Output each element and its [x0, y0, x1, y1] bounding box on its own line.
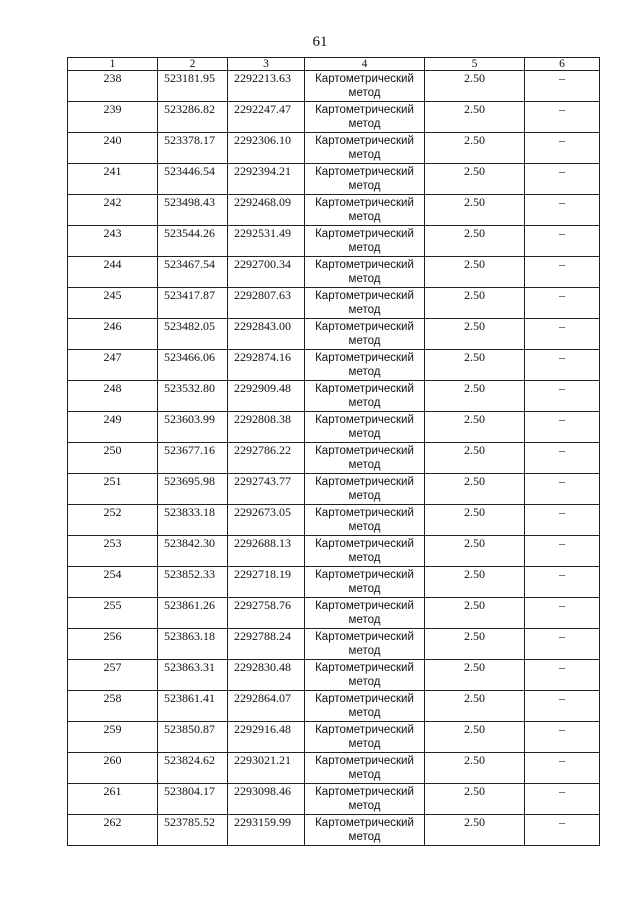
- accuracy-cell: 2.50: [425, 381, 525, 412]
- method-line-1: Картометрический: [315, 755, 414, 767]
- method-line-1: Картометрический: [315, 259, 414, 271]
- description-cell: –: [525, 629, 600, 660]
- method-cell: [305, 722, 425, 753]
- y-coordinate-cell: 2292786.22: [228, 443, 305, 474]
- method-cell: [305, 102, 425, 133]
- description-cell: –: [525, 195, 600, 226]
- method-cell: [305, 505, 425, 536]
- x-coordinate-cell: 523677.16: [158, 443, 228, 474]
- description-cell: –: [525, 691, 600, 722]
- method-cell: [305, 288, 425, 319]
- description-cell: –: [525, 226, 600, 257]
- accuracy-cell: 2.50: [425, 629, 525, 660]
- description-cell: –: [525, 71, 600, 102]
- method-cell: [305, 257, 425, 288]
- method-line-2: метод: [348, 800, 381, 812]
- y-coordinate-cell: 2292700.34: [228, 257, 305, 288]
- method-line-1: Картометрический: [315, 538, 414, 550]
- point-number-cell: 251: [68, 474, 158, 505]
- method-line-1: Картометрический: [315, 197, 414, 209]
- y-coordinate-cell: 2293098.46: [228, 784, 305, 815]
- accuracy-cell: 2.50: [425, 226, 525, 257]
- method-line-1: Картометрический: [315, 414, 414, 426]
- method-cell: [305, 443, 425, 474]
- x-coordinate-cell: 523544.26: [158, 226, 228, 257]
- header-cell: 4: [305, 58, 425, 71]
- point-number-cell: 261: [68, 784, 158, 815]
- method-line-2: метод: [348, 335, 381, 347]
- method-line-1: Картометрический: [315, 817, 414, 829]
- accuracy-cell: 2.50: [425, 288, 525, 319]
- table-row: [68, 102, 600, 133]
- table-row: [68, 815, 600, 846]
- method-cell: [305, 629, 425, 660]
- accuracy-cell: 2.50: [425, 505, 525, 536]
- table-row: [68, 660, 600, 691]
- method-line-1: Картометрический: [315, 693, 414, 705]
- method-cell: [305, 226, 425, 257]
- description-cell: –: [525, 474, 600, 505]
- method-line-2: метод: [348, 211, 381, 223]
- table-row: [68, 505, 600, 536]
- point-number-cell: 238: [68, 71, 158, 102]
- accuracy-cell: 2.50: [425, 412, 525, 443]
- method-line-2: метод: [348, 490, 381, 502]
- method-line-2: метод: [348, 366, 381, 378]
- y-coordinate-cell: 2292743.77: [228, 474, 305, 505]
- description-cell: –: [525, 443, 600, 474]
- point-number-cell: 259: [68, 722, 158, 753]
- y-coordinate-cell: 2292916.48: [228, 722, 305, 753]
- description-cell: –: [525, 505, 600, 536]
- x-coordinate-cell: 523850.87: [158, 722, 228, 753]
- description-cell: –: [525, 815, 600, 846]
- description-cell: –: [525, 288, 600, 319]
- table-row: [68, 629, 600, 660]
- point-number-cell: 246: [68, 319, 158, 350]
- method-cell: [305, 195, 425, 226]
- accuracy-cell: 2.50: [425, 784, 525, 815]
- x-coordinate-cell: 523785.52: [158, 815, 228, 846]
- point-number-cell: 240: [68, 133, 158, 164]
- method-line-1: Картометрический: [315, 104, 414, 116]
- accuracy-cell: 2.50: [425, 691, 525, 722]
- description-cell: –: [525, 164, 600, 195]
- method-line-2: метод: [348, 242, 381, 254]
- description-cell: –: [525, 753, 600, 784]
- method-cell: [305, 350, 425, 381]
- method-line-2: метод: [348, 676, 381, 688]
- description-cell: –: [525, 598, 600, 629]
- y-coordinate-cell: 2292306.10: [228, 133, 305, 164]
- point-number-cell: 254: [68, 567, 158, 598]
- y-coordinate-cell: 2292758.76: [228, 598, 305, 629]
- table-row: [68, 536, 600, 567]
- y-coordinate-cell: 2292394.21: [228, 164, 305, 195]
- method-line-1: Картометрический: [315, 73, 414, 85]
- method-cell: [305, 598, 425, 629]
- method-line-2: метод: [348, 769, 381, 781]
- x-coordinate-cell: 523181.95: [158, 71, 228, 102]
- method-line-1: Картометрический: [315, 600, 414, 612]
- y-coordinate-cell: 2292531.49: [228, 226, 305, 257]
- accuracy-cell: 2.50: [425, 257, 525, 288]
- x-coordinate-cell: 523482.05: [158, 319, 228, 350]
- method-line-1: Картометрический: [315, 631, 414, 643]
- table-row: [68, 784, 600, 815]
- header-cell: 1: [68, 58, 158, 71]
- table-header-row: [68, 58, 600, 71]
- method-line-2: метод: [348, 614, 381, 626]
- table-row: [68, 412, 600, 443]
- description-cell: –: [525, 133, 600, 164]
- y-coordinate-cell: 2292830.48: [228, 660, 305, 691]
- header-cell: 2: [158, 58, 228, 71]
- table-row: [68, 164, 600, 195]
- method-line-2: метод: [348, 397, 381, 409]
- x-coordinate-cell: 523861.41: [158, 691, 228, 722]
- page-number: 61: [312, 34, 328, 50]
- method-line-2: метод: [348, 273, 381, 285]
- table-row: [68, 226, 600, 257]
- accuracy-cell: 2.50: [425, 536, 525, 567]
- y-coordinate-cell: 2292247.47: [228, 102, 305, 133]
- y-coordinate-cell: 2292718.19: [228, 567, 305, 598]
- method-line-2: метод: [348, 831, 381, 843]
- method-line-1: Картометрический: [315, 786, 414, 798]
- table-row: [68, 443, 600, 474]
- point-number-cell: 256: [68, 629, 158, 660]
- x-coordinate-cell: 523603.99: [158, 412, 228, 443]
- y-coordinate-cell: 2292468.09: [228, 195, 305, 226]
- table-row: [68, 722, 600, 753]
- x-coordinate-cell: 523467.54: [158, 257, 228, 288]
- description-cell: –: [525, 319, 600, 350]
- x-coordinate-cell: 523417.87: [158, 288, 228, 319]
- description-cell: –: [525, 350, 600, 381]
- description-cell: –: [525, 784, 600, 815]
- description-cell: –: [525, 257, 600, 288]
- table-row: [68, 257, 600, 288]
- accuracy-cell: 2.50: [425, 753, 525, 784]
- x-coordinate-cell: 523532.80: [158, 381, 228, 412]
- method-line-1: Картометрический: [315, 507, 414, 519]
- method-cell: [305, 815, 425, 846]
- header-cell: 6: [525, 58, 600, 71]
- point-number-cell: 243: [68, 226, 158, 257]
- method-line-2: метод: [348, 180, 381, 192]
- accuracy-cell: 2.50: [425, 195, 525, 226]
- table-row: [68, 381, 600, 412]
- accuracy-cell: 2.50: [425, 164, 525, 195]
- method-cell: [305, 753, 425, 784]
- table-row: [68, 567, 600, 598]
- accuracy-cell: 2.50: [425, 598, 525, 629]
- y-coordinate-cell: 2292909.48: [228, 381, 305, 412]
- x-coordinate-cell: 523863.18: [158, 629, 228, 660]
- x-coordinate-cell: 523286.82: [158, 102, 228, 133]
- table-row: [68, 350, 600, 381]
- point-number-cell: 248: [68, 381, 158, 412]
- table-row: [68, 691, 600, 722]
- description-cell: –: [525, 722, 600, 753]
- method-line-1: Картометрический: [315, 724, 414, 736]
- y-coordinate-cell: 2292843.00: [228, 319, 305, 350]
- description-cell: –: [525, 412, 600, 443]
- y-coordinate-cell: 2292213.63: [228, 71, 305, 102]
- point-number-cell: 241: [68, 164, 158, 195]
- header-cell: 5: [425, 58, 525, 71]
- x-coordinate-cell: 523824.62: [158, 753, 228, 784]
- point-number-cell: 253: [68, 536, 158, 567]
- accuracy-cell: 2.50: [425, 133, 525, 164]
- table-row: [68, 71, 600, 102]
- description-cell: –: [525, 381, 600, 412]
- point-number-cell: 255: [68, 598, 158, 629]
- method-cell: [305, 691, 425, 722]
- point-number-cell: 258: [68, 691, 158, 722]
- method-line-2: метод: [348, 707, 381, 719]
- accuracy-cell: 2.50: [425, 102, 525, 133]
- point-number-cell: 245: [68, 288, 158, 319]
- x-coordinate-cell: 523466.06: [158, 350, 228, 381]
- y-coordinate-cell: 2292688.13: [228, 536, 305, 567]
- table-body: [68, 58, 600, 846]
- accuracy-cell: 2.50: [425, 815, 525, 846]
- method-line-1: Картометрический: [315, 383, 414, 395]
- accuracy-cell: 2.50: [425, 71, 525, 102]
- y-coordinate-cell: 2293021.21: [228, 753, 305, 784]
- method-cell: [305, 164, 425, 195]
- x-coordinate-cell: 523804.17: [158, 784, 228, 815]
- y-coordinate-cell: 2293159.99: [228, 815, 305, 846]
- point-number-cell: 260: [68, 753, 158, 784]
- point-number-cell: 247: [68, 350, 158, 381]
- accuracy-cell: 2.50: [425, 350, 525, 381]
- x-coordinate-cell: 523498.43: [158, 195, 228, 226]
- table-row: [68, 288, 600, 319]
- point-number-cell: 250: [68, 443, 158, 474]
- header-cell: 3: [228, 58, 305, 71]
- table-row: [68, 319, 600, 350]
- point-number-cell: 257: [68, 660, 158, 691]
- method-cell: [305, 660, 425, 691]
- method-line-1: Картометрический: [315, 569, 414, 581]
- coordinates-table: [67, 57, 600, 846]
- method-line-1: Картометрический: [315, 228, 414, 240]
- method-line-2: метод: [348, 645, 381, 657]
- point-number-cell: 249: [68, 412, 158, 443]
- description-cell: –: [525, 660, 600, 691]
- method-cell: [305, 536, 425, 567]
- method-cell: [305, 381, 425, 412]
- accuracy-cell: 2.50: [425, 474, 525, 505]
- x-coordinate-cell: 523695.98: [158, 474, 228, 505]
- table-row: [68, 133, 600, 164]
- method-cell: [305, 784, 425, 815]
- method-cell: [305, 133, 425, 164]
- method-line-2: метод: [348, 552, 381, 564]
- description-cell: –: [525, 536, 600, 567]
- point-number-cell: 244: [68, 257, 158, 288]
- method-cell: [305, 474, 425, 505]
- x-coordinate-cell: 523863.31: [158, 660, 228, 691]
- method-line-1: Картометрический: [315, 290, 414, 302]
- accuracy-cell: 2.50: [425, 660, 525, 691]
- method-line-1: Картометрический: [315, 662, 414, 674]
- method-line-2: метод: [348, 118, 381, 130]
- accuracy-cell: 2.50: [425, 722, 525, 753]
- table-row: [68, 598, 600, 629]
- method-line-2: метод: [348, 149, 381, 161]
- method-cell: [305, 71, 425, 102]
- x-coordinate-cell: 523861.26: [158, 598, 228, 629]
- point-number-cell: 242: [68, 195, 158, 226]
- method-line-2: метод: [348, 583, 381, 595]
- table-row: [68, 474, 600, 505]
- x-coordinate-cell: 523842.30: [158, 536, 228, 567]
- y-coordinate-cell: 2292788.24: [228, 629, 305, 660]
- y-coordinate-cell: 2292864.07: [228, 691, 305, 722]
- x-coordinate-cell: 523378.17: [158, 133, 228, 164]
- y-coordinate-cell: 2292808.38: [228, 412, 305, 443]
- x-coordinate-cell: 523833.18: [158, 505, 228, 536]
- table-row: [68, 195, 600, 226]
- method-line-1: Картометрический: [315, 445, 414, 457]
- description-cell: –: [525, 567, 600, 598]
- method-line-2: метод: [348, 459, 381, 471]
- method-cell: [305, 319, 425, 350]
- y-coordinate-cell: 2292874.16: [228, 350, 305, 381]
- method-cell: [305, 412, 425, 443]
- table-row: [68, 753, 600, 784]
- method-line-2: метод: [348, 304, 381, 316]
- method-line-2: метод: [348, 521, 381, 533]
- point-number-cell: 239: [68, 102, 158, 133]
- method-line-2: метод: [348, 87, 381, 99]
- method-line-2: метод: [348, 428, 381, 440]
- accuracy-cell: 2.50: [425, 567, 525, 598]
- x-coordinate-cell: 523852.33: [158, 567, 228, 598]
- method-line-1: Картометрический: [315, 476, 414, 488]
- method-line-2: метод: [348, 738, 381, 750]
- accuracy-cell: 2.50: [425, 443, 525, 474]
- method-cell: [305, 567, 425, 598]
- y-coordinate-cell: 2292807.63: [228, 288, 305, 319]
- method-line-1: Картометрический: [315, 135, 414, 147]
- y-coordinate-cell: 2292673.05: [228, 505, 305, 536]
- point-number-cell: 262: [68, 815, 158, 846]
- method-line-1: Картометрический: [315, 352, 414, 364]
- description-cell: –: [525, 102, 600, 133]
- method-line-1: Картометрический: [315, 321, 414, 333]
- accuracy-cell: 2.50: [425, 319, 525, 350]
- point-number-cell: 252: [68, 505, 158, 536]
- method-line-1: Картометрический: [315, 166, 414, 178]
- x-coordinate-cell: 523446.54: [158, 164, 228, 195]
